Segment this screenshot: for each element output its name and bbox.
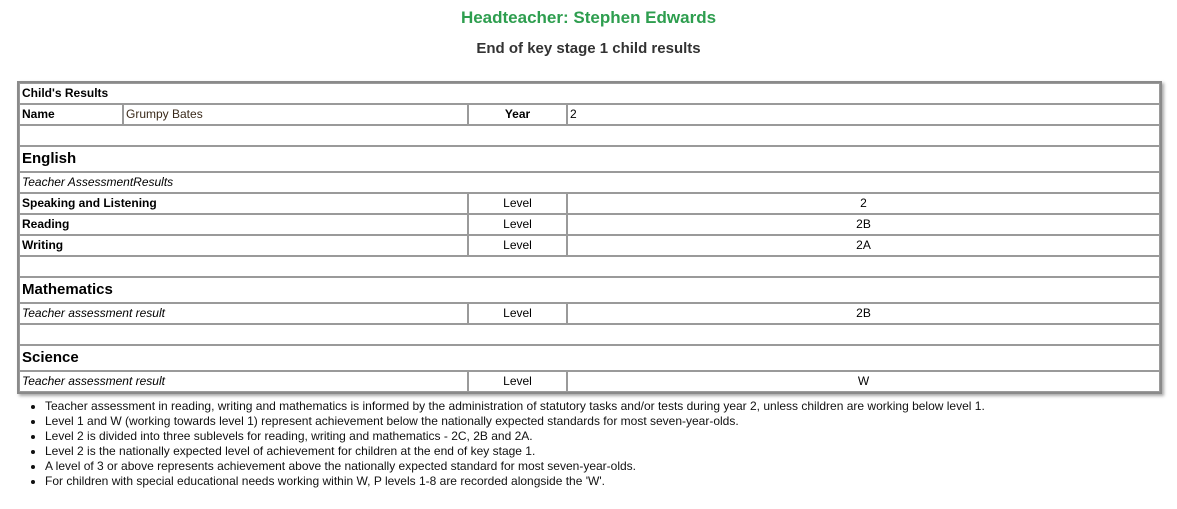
table-row — [19, 303, 1160, 324]
english-title: English — [19, 146, 1160, 172]
level-label: Level — [468, 303, 567, 324]
level-label: Level — [468, 371, 567, 392]
list-item: • Level 2 is divided into three sublevels for reading, writing and mathematics - 2C, 2B and 2A. — [45, 429, 985, 444]
spacer-row — [19, 125, 1160, 146]
year-value: 2 — [567, 104, 1160, 125]
science-title: Science — [19, 345, 1160, 371]
subject-label: Teacher assessment result — [19, 303, 468, 324]
results-caption: Child's Results — [19, 83, 1160, 104]
level-label: Level — [468, 193, 567, 214]
level-label: Level — [468, 214, 567, 235]
name-year-row — [19, 104, 1160, 125]
level-value: 2 — [567, 193, 1160, 214]
page-subtitle: End of key stage 1 child results — [476, 40, 701, 57]
english-subheading: Teacher AssessmentResults — [19, 172, 1160, 193]
table-row — [19, 371, 1160, 392]
subject-label: Teacher assessment result — [19, 371, 468, 392]
list-item: • A level of 3 or above represents achievement above the nationally expected standard for most seven-year-olds. — [45, 459, 985, 474]
list-item: • Level 2 is the nationally expected level of achievement for children at the end of key stage 1. — [45, 444, 985, 459]
spacer-row — [19, 324, 1160, 345]
subject-label: Writing — [19, 235, 468, 256]
mathematics-title: Mathematics — [19, 277, 1160, 303]
table-row — [19, 235, 1160, 256]
spacer-row — [19, 256, 1160, 277]
level-value: 2B — [567, 303, 1160, 324]
english-subheading-row — [19, 172, 1160, 193]
list-item: • Level 1 and W (working towards level 1) represent achievement below the nationally expected standards for most seven-year-olds. — [45, 414, 985, 429]
results-table — [17, 81, 1162, 394]
headteacher-title: Headteacher: Stephen Edwards — [460, 8, 717, 27]
spacer-cell — [19, 256, 1160, 277]
name-label: Name — [19, 104, 123, 125]
mathematics-section-row — [19, 277, 1160, 303]
notes-list — [28, 399, 985, 489]
level-value: 2B — [567, 214, 1160, 235]
level-value: 2A — [567, 235, 1160, 256]
subject-label: Reading — [19, 214, 468, 235]
spacer-cell — [19, 125, 1160, 146]
level-value: W — [567, 371, 1160, 392]
science-section-row — [19, 345, 1160, 371]
name-value: Grumpy Bates — [123, 104, 468, 125]
table-row — [19, 214, 1160, 235]
list-item: • For children with special educational needs working within W, P levels 1-8 are recorded alongside the 'W'. — [45, 474, 985, 489]
results-caption-row — [19, 83, 1160, 104]
spacer-cell — [19, 324, 1160, 345]
year-label: Year — [468, 104, 567, 125]
subject-label: Speaking and Listening — [19, 193, 468, 214]
english-section-row — [19, 146, 1160, 172]
level-label: Level — [468, 235, 567, 256]
list-item: • Teacher assessment in reading, writing and mathematics is informed by the administration of statutory tasks and/or tests during year 2, unless children are working below level 1. — [45, 399, 985, 414]
table-row — [19, 193, 1160, 214]
